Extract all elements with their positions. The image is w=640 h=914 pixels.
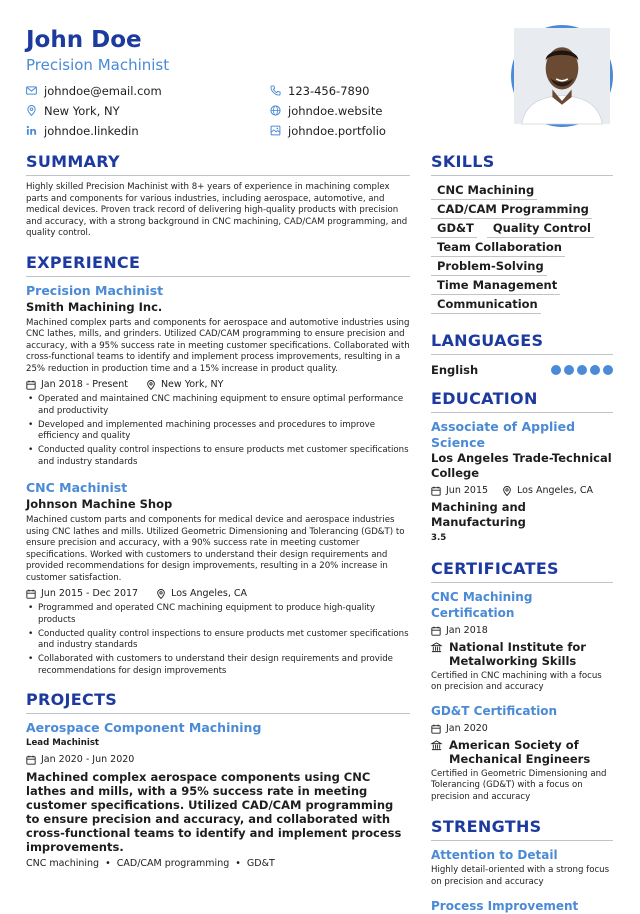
contact-location — [26, 102, 270, 119]
certificate-description: Certified in CNC machining with a focus on precision and accuracy — [431, 670, 602, 692]
language-row — [431, 363, 613, 377]
skills-section — [431, 152, 613, 315]
education-degree: Associate of Applied Science — [431, 419, 576, 450]
skill-tag: Quality Control — [487, 220, 594, 238]
portfolio-text: johndoe.portfolio — [288, 123, 386, 138]
job-meta — [26, 587, 410, 601]
education-meta — [431, 484, 613, 498]
job-title: CNC Machinist — [26, 480, 128, 495]
projects-section — [26, 690, 410, 871]
certificate-issuer — [431, 738, 613, 766]
certificate-issuer-text: National Institute for Metalworking Skills — [449, 639, 586, 668]
strengths-heading: STRENGTHS — [431, 817, 613, 841]
project-meta — [26, 753, 410, 767]
phone-icon — [270, 85, 281, 96]
job-meta — [26, 378, 410, 392]
linkedin-icon — [26, 125, 37, 136]
project-role: Lead Machinist — [26, 738, 100, 748]
certificate-date: Jan 2018 — [446, 624, 488, 636]
job-description: Machined custom parts and components for medical device and aerospace industries using CNC lathes and mills. Utilized Geometric Dimensioning and Tolerancing (GD&T) to ensure precision and accuracy, with a 90% success rate in meeting customer specifications. Worked with customers to understand their design requirements and provided recommendations for design improvements, resulting in a 20% increase in customer satisfaction. — [26, 515, 405, 583]
location-text: New York, NY — [44, 103, 120, 118]
experience-heading: EXPERIENCE — [26, 253, 410, 277]
calendar-icon — [431, 486, 441, 496]
education-heading: EDUCATION — [431, 389, 613, 413]
skill-tag: Team Collaboration — [431, 239, 565, 257]
contact-website[interactable] — [270, 102, 470, 119]
envelope-icon — [26, 85, 37, 96]
certificate-issuer — [431, 640, 613, 668]
education-section — [431, 389, 613, 545]
projects-heading: PROJECTS — [26, 690, 410, 714]
project-description: Machined complex aerospace components using CNC lathes and mills, with a 95% success rate in meeting customer specifications. Utilized CAD/CAM programming to ensure precision and accuracy, and collaborated with cross-functional teams to identify and implement process improvements. — [26, 769, 402, 854]
linkedin-text: johndoe.linkedin — [44, 123, 139, 138]
level-dot — [590, 365, 600, 375]
strength-title: Attention to Detail — [431, 848, 558, 862]
languages-section — [431, 331, 613, 377]
job-entry — [26, 283, 410, 469]
skill-tag: CAD/CAM Programming — [431, 201, 592, 219]
certificate-entry — [431, 703, 613, 804]
level-dot — [564, 365, 574, 375]
phone-text: 123-456-7890 — [288, 83, 370, 98]
resume-header — [26, 26, 486, 139]
job-location: New York, NY — [160, 379, 224, 390]
certificate-title: CNC Machining Certification — [431, 589, 533, 620]
calendar-icon — [26, 380, 36, 390]
right-column — [431, 152, 613, 914]
job-dates: Jun 2015 - Dec 2017 — [41, 588, 139, 599]
certificate-entry — [431, 589, 613, 694]
contact-portfolio[interactable] — [270, 122, 470, 139]
certificate-meta — [431, 624, 613, 638]
skills-heading: SKILLS — [431, 152, 613, 176]
job-bullet: • Conducted quality control inspections to ensure products met customer specifications and industry standards — [26, 629, 410, 652]
certificate-meta — [431, 722, 613, 736]
job-location: Los Angeles, CA — [171, 588, 248, 599]
skills-list — [431, 182, 613, 315]
certificates-section — [431, 559, 613, 804]
candidate-name: John Doe — [26, 27, 142, 53]
skill-tag: CNC Machining — [431, 182, 537, 200]
education-field: Machining and Manufacturing — [431, 500, 526, 529]
contact-email[interactable] — [26, 82, 270, 99]
project-title: Aerospace Component Machining — [26, 720, 262, 735]
job-company: Smith Machining Inc. — [26, 299, 163, 314]
education-school: Los Angeles Trade-Technical College — [431, 451, 612, 480]
level-dot — [577, 365, 587, 375]
calendar-icon — [26, 589, 36, 599]
project-entry — [26, 720, 410, 871]
strengths-section — [431, 817, 613, 914]
certificate-title: GD&T Certification — [431, 703, 558, 718]
job-bullet: • Programmed and operated CNC machining equipment to produce high-quality products — [26, 603, 410, 626]
location-pin-icon — [146, 380, 156, 390]
location-pin-icon — [156, 589, 166, 599]
job-bullets — [26, 394, 410, 468]
job-bullet: • Collaborated with customers to understand their design requirements and provide recommendations for design improvements — [26, 654, 410, 677]
certificates-heading: CERTIFICATES — [431, 559, 613, 583]
education-gpa: 3.5 — [431, 533, 447, 543]
job-dates: Jan 2018 - Present — [41, 379, 128, 390]
job-bullets — [26, 603, 410, 677]
project-dates: Jan 2020 - Jun 2020 — [41, 753, 135, 765]
certificate-description: Certified in Geometric Dimensioning and Tolerancing (GD&T) with a focus on precision and accuracy — [431, 768, 607, 802]
contact-phone[interactable] — [270, 82, 470, 99]
contact-info — [26, 82, 486, 139]
job-title: Precision Machinist — [26, 282, 164, 298]
institution-icon — [431, 740, 442, 751]
institution-icon — [431, 642, 442, 653]
contact-linkedin[interactable] — [26, 122, 270, 139]
skill-tag: Time Management — [431, 277, 560, 295]
job-entry — [26, 480, 410, 677]
language-name: English — [431, 363, 479, 377]
portfolio-icon — [270, 125, 281, 136]
calendar-icon — [431, 626, 441, 636]
left-column — [26, 152, 410, 871]
language-level — [551, 365, 613, 375]
summary-section — [26, 152, 410, 240]
strength-description: Highly detail-oriented with a strong focus on precision and accuracy — [431, 865, 610, 887]
profile-photo — [511, 25, 613, 127]
globe-icon — [270, 105, 281, 116]
location-pin-icon — [26, 105, 37, 116]
summary-text: Highly skilled Precision Machinist with 8+ years of experience in machining complex parts and components for various industries, including aerospace, automotive, and medical devices. Proven track record of delivering high-quality products with precision and accuracy, with a strong background in CNC machining, CAD/CAM programming, and quality control. — [26, 182, 408, 238]
education-location: Los Angeles, CA — [517, 485, 593, 496]
website-text: johndoe.website — [288, 103, 383, 118]
calendar-icon — [431, 724, 441, 734]
experience-section — [26, 253, 410, 678]
education-dates: Jun 2015 — [446, 485, 489, 496]
job-company: Johnson Machine Shop — [26, 497, 173, 511]
email-text: johndoe@email.com — [44, 83, 162, 98]
strength-title: Process Improvement — [431, 899, 579, 913]
project-tags: CNC machining • CAD/CAM programming • GD&T — [26, 857, 275, 869]
certificate-issuer-text: American Society of Mechanical Engineers — [449, 737, 591, 766]
skill-tag: Problem-Solving — [431, 258, 547, 276]
job-bullet: • Conducted quality control inspections to ensure products met customer specifications and industry standards — [26, 445, 410, 468]
level-dot — [603, 365, 613, 375]
location-pin-icon — [502, 486, 512, 496]
job-description: Machined complex parts and components for aerospace and automotive industries using CNC lathes, mills, and grinders. Utilized CAD/CAM programming to ensure precision and accuracy, with a 95% success rate in meeting customer specifications. Collaborated with cross-functional teams to identify and implement process improvements, resulting in a 25% reduction in production time and a 15% increase in product quality. — [26, 317, 410, 374]
level-dot — [551, 365, 561, 375]
skill-tag: GD&T — [431, 220, 477, 238]
calendar-icon — [26, 755, 36, 765]
skill-tag: Communication — [431, 296, 541, 314]
summary-heading: SUMMARY — [26, 152, 410, 176]
job-bullet: • Developed and implemented machining processes and procedures to improve efficiency and quality — [26, 420, 410, 443]
languages-heading: LANGUAGES — [431, 331, 613, 355]
job-bullet: • Operated and maintained CNC machining equipment to ensure optimal performance and productivity — [26, 394, 410, 417]
candidate-title: Precision Machinist — [26, 56, 170, 74]
certificate-date: Jan 2020 — [446, 722, 488, 734]
